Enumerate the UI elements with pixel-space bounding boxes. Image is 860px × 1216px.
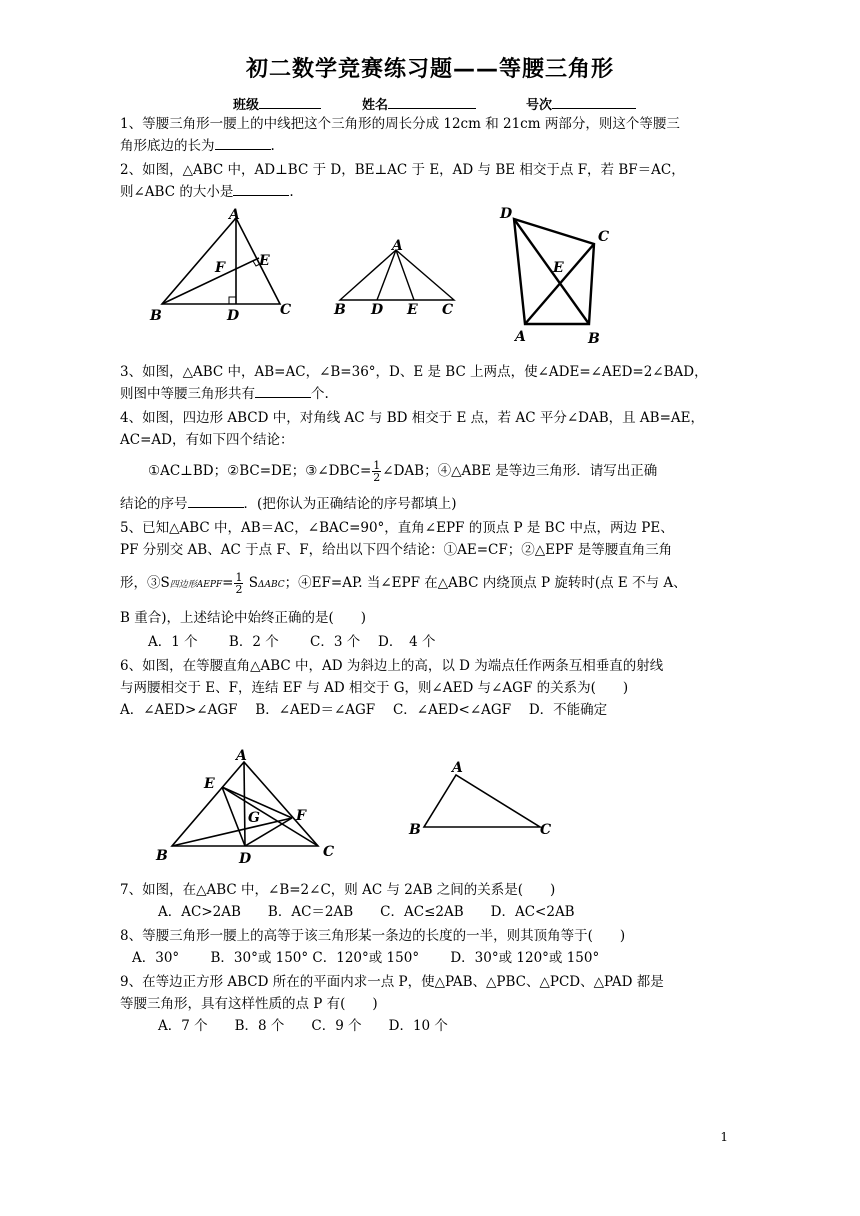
q1-line-2 bbox=[120, 136, 275, 156]
q1-period: . bbox=[270, 138, 275, 154]
q3-suffix: 个. bbox=[311, 386, 329, 402]
fig4-label-g: G bbox=[248, 810, 260, 826]
q3-text: 则图中等腰三角形共有 bbox=[120, 386, 255, 402]
q2-answer-blank[interactable] bbox=[233, 195, 289, 196]
q8-options: A．30° B．30°或 150° C．120°或 150° D．30°或 120°或 150° bbox=[132, 950, 600, 966]
class-label: 班级 bbox=[233, 98, 260, 113]
q4-line-2: AC=AD，有如下四个结论： bbox=[120, 432, 294, 448]
q5-frac-num: 1 bbox=[235, 571, 243, 584]
fig4-segment-ec bbox=[222, 787, 318, 846]
q5-options: A．1 个 B．2 个 C．3 个 D． 4 个 bbox=[148, 634, 436, 650]
fig2-label-e: E bbox=[407, 302, 418, 318]
q9-line-2: 等腰三角形，具有这样性质的点 P 有( ) bbox=[120, 996, 378, 1012]
number-field bbox=[526, 94, 636, 113]
q5-line-2: PF 分别交 AB、AC 于点 F、F，给出以下四个结论：①AE=CF；②△EPF 是等腰直角三角 bbox=[120, 542, 673, 558]
fig4-label-c: C bbox=[323, 844, 335, 860]
name-blank[interactable] bbox=[388, 96, 476, 109]
q6-options: A．∠AED>∠AGF B．∠AED＝∠AGF C．∠AED<∠AGF D．不能确定 bbox=[120, 702, 608, 718]
q5-line-4: B 重合)，上述结论中始终正确的是( ) bbox=[120, 610, 367, 626]
q3-line-2 bbox=[120, 384, 329, 404]
q1-answer-blank[interactable] bbox=[215, 149, 271, 150]
q3-answer-blank[interactable] bbox=[255, 397, 311, 398]
page-title: 初二数学竞赛练习题——等腰三角形 bbox=[245, 57, 614, 82]
fig2-label-c: C bbox=[442, 302, 454, 318]
q5-area-s: S bbox=[248, 575, 258, 591]
fig1-label-d: D bbox=[227, 308, 240, 324]
fig4-segment-bf bbox=[172, 818, 292, 846]
q5-formula-end: ；④EF=AP. 当∠EPF 在△ABC 内绕顶点 P 旋转时(点 E 不与 A、 bbox=[284, 575, 687, 591]
q7-line-1: 7、如图，在△ABC 中，∠B=2∠C，则 AC 与 2AB 之间的关系是( ) bbox=[120, 882, 556, 898]
fig5-label-a: A bbox=[452, 760, 463, 776]
q5-subscript-quad: 四边形AEPF bbox=[169, 580, 223, 590]
q4-conclusions-a: ①AC⊥BD；②BC=DE；③∠DBC= bbox=[148, 463, 372, 479]
q3-line-1: 3、如图，△ABC 中，AB=AC，∠B=36°，D、E 是 BC 上两点，使∠ADE=∠AED=2∠BAD， bbox=[120, 364, 708, 380]
q1-line-1: 1、等腰三角形一腰上的中线把这个三角形的周长分成 12cm 和 21cm 两部分，则这个等腰三 bbox=[120, 116, 680, 132]
q4-line-3 bbox=[148, 460, 657, 483]
q9-line-1: 9、在等边正方形 ABCD 所在的平面内求一点 P，使△PAB、△PBC、△PCD、△PAD 都是 bbox=[120, 974, 664, 990]
fig4-segment-ef bbox=[222, 787, 292, 818]
q4-frac-num: 1 bbox=[373, 459, 381, 472]
fig2-triangle bbox=[340, 250, 454, 300]
fig1-altitude-be bbox=[162, 258, 259, 304]
fig3-label-b: B bbox=[588, 331, 600, 347]
fig4-label-b: B bbox=[156, 848, 168, 864]
q9-options: A．7 个 B．8 个 C．9 个 D．10 个 bbox=[158, 1018, 448, 1034]
q8-line-1: 8、等腰三角形一腰上的高等于该三角形某一条边的长度的一半，则其顶角等于( ) bbox=[120, 928, 626, 944]
q1-text: 角形底边的长为 bbox=[120, 138, 215, 154]
name-field bbox=[362, 94, 476, 113]
page-number: 1 bbox=[720, 1130, 728, 1144]
q4-fraction bbox=[372, 460, 381, 483]
fig4-label-e: E bbox=[204, 776, 215, 792]
fig4-ray-de bbox=[222, 787, 245, 846]
fig1-label-b: B bbox=[150, 308, 162, 324]
q2-text: 则∠ABC 的大小是 bbox=[120, 184, 234, 200]
fig1-triangle bbox=[162, 218, 280, 304]
q5-formula-start: 形，③S bbox=[120, 575, 170, 591]
fig3-label-a: A bbox=[515, 329, 526, 345]
fig1-label-f: F bbox=[215, 260, 225, 276]
q5-line-1: 5、已知△ABC 中，AB＝AC，∠BAC=90°，直角∠EPF 的顶点 P 是 BC 中点，两边 PE、 bbox=[120, 520, 674, 536]
class-blank[interactable] bbox=[259, 96, 321, 109]
q4-answer-blank[interactable] bbox=[188, 507, 244, 508]
fig2-label-b: B bbox=[334, 302, 346, 318]
q4-frac-den: 2 bbox=[373, 471, 381, 484]
fig2-label-d: D bbox=[371, 302, 384, 318]
fig5-triangle bbox=[424, 775, 540, 827]
q4-hint: ．(把你认为正确结论的序号都填上) bbox=[243, 496, 457, 512]
fig1-label-c: C bbox=[280, 302, 292, 318]
q4-line-4 bbox=[120, 494, 457, 514]
fig1-right-angle-e bbox=[253, 261, 262, 266]
number-blank[interactable] bbox=[552, 96, 636, 109]
name-label: 姓名 bbox=[362, 98, 389, 113]
fig3-label-e: E bbox=[553, 260, 564, 276]
q7-options: A．AC>2AB B．AC＝2AB C．AC≤2AB D．AC<2AB bbox=[158, 904, 575, 920]
q6-line-2: 与两腰相交于 E、F，连结 EF 与 AD 相交于 G，则∠AED 与∠AGF 的关系为( ) bbox=[120, 680, 629, 696]
q4-text: 结论的序号 bbox=[120, 496, 188, 512]
fig4-altitude-ad bbox=[244, 762, 245, 846]
fig3-quadrilateral bbox=[514, 219, 594, 324]
fig2-segment-ae bbox=[396, 250, 414, 300]
q6-line-1: 6、如图，在等腰直角△ABC 中，AD 为斜边上的高，以 D 为端点任作两条互相垂直的射线 bbox=[120, 658, 664, 674]
fig1-label-a: A bbox=[229, 207, 240, 223]
q5-equals: = bbox=[222, 575, 234, 591]
q2-period: . bbox=[289, 184, 294, 200]
fig3-label-c: C bbox=[598, 229, 610, 245]
fig4-triangle bbox=[172, 762, 318, 846]
fig4-label-f: F bbox=[296, 808, 306, 824]
q5-frac-den: 2 bbox=[235, 583, 243, 596]
number-label: 号次 bbox=[526, 98, 553, 113]
fig3-diagonal-ca bbox=[525, 244, 594, 324]
q4-conclusions-b: ∠DAB；④△ABE 是等边三角形．请写出正确 bbox=[382, 463, 658, 479]
fig3-diagonal-db bbox=[514, 219, 589, 324]
q4-line-1: 4、如图，四边形 ABCD 中，对角线 AC 与 BD 相交于 E 点，若 AC 平分∠DAB，且 AB=AE， bbox=[120, 410, 705, 426]
fig3-label-d: D bbox=[500, 206, 513, 222]
fig2-label-a: A bbox=[392, 238, 403, 254]
q5-fraction bbox=[234, 572, 243, 595]
fig2-segment-ad bbox=[377, 250, 396, 300]
fig4-label-a: A bbox=[236, 748, 247, 764]
fig5-label-b: B bbox=[409, 822, 421, 838]
fig5-label-c: C bbox=[540, 822, 552, 838]
q2-line-2 bbox=[120, 182, 294, 202]
class-field bbox=[233, 94, 321, 113]
q5-line-3 bbox=[120, 572, 687, 595]
fig4-ray-df bbox=[245, 818, 292, 846]
q5-subscript-abc: ΔABC bbox=[257, 580, 285, 590]
fig1-right-angle-d bbox=[229, 297, 236, 304]
q2-line-1: 2、如图，△ABC 中，AD⊥BC 于 D，BE⊥AC 于 E，AD 与 BE 相交于点 F，若 BF＝AC， bbox=[120, 162, 685, 178]
fig1-label-e: E bbox=[259, 253, 270, 269]
fig4-label-d: D bbox=[239, 851, 252, 867]
